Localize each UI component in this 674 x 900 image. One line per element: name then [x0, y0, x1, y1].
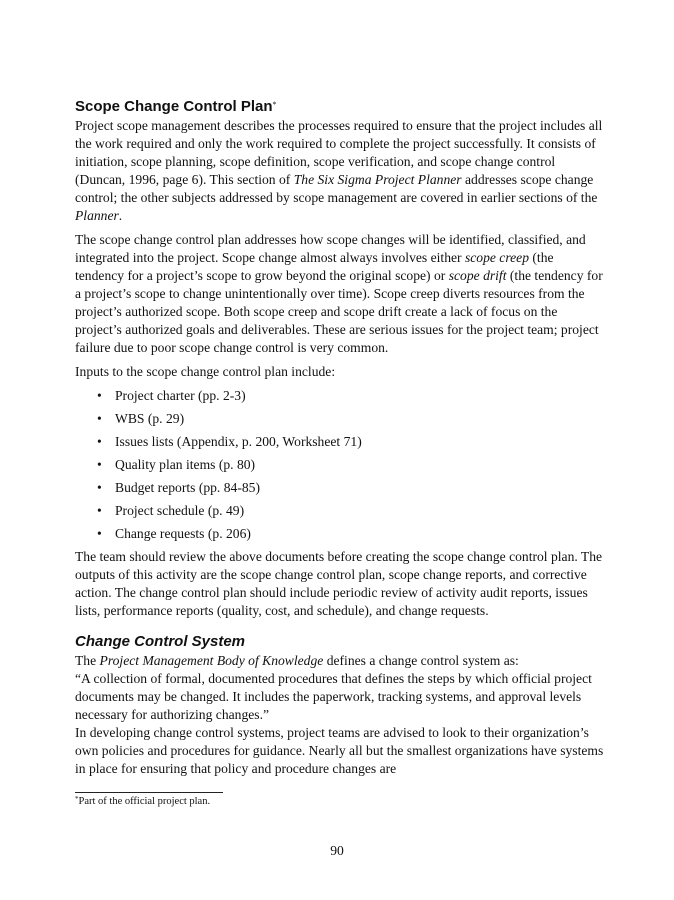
section-heading-text: Scope Change Control Plan — [75, 98, 273, 115]
book-title: The Six Sigma Project Planner — [293, 172, 462, 187]
footnote-divider — [75, 792, 223, 793]
list-item-text: WBS (p. 29) — [115, 411, 185, 426]
paragraph-scope-change-plan — [75, 231, 605, 357]
bullet-icon: • — [97, 480, 102, 495]
block-quote: “A collection of formal, documented procedures that defines the steps by which official project documents may be changed. It includes the paperwork, tracking systems, and approval levels necessary for authorizing changes.” — [75, 671, 592, 722]
paragraph-review: The team should review the above documents before creating the scope change control plan. The outputs of this activity are the scope change control plan, scope change reports, and corrective action. The change control plan should include periodic review of activity audit reports, issues lists, performance reports (quality, cost, and schedule), and change requests. — [75, 549, 603, 618]
text: Project scope management describes the processes required to ensure that the project includes all the work required and only the work required to complete the project successfully. It consists of initiation, scope planning, scope definition, scope verification, and scope change control (Duncan, 1996, page 6). This section of — [75, 118, 603, 187]
section-heading — [75, 97, 605, 117]
book-title: Planner — [75, 208, 119, 223]
list-item — [97, 410, 605, 428]
bullet-icon: • — [97, 388, 102, 403]
list-item — [97, 502, 605, 520]
footnote-marker: * — [75, 795, 79, 803]
list-item-text: Project charter (pp. 2-3) — [115, 388, 246, 403]
term-scope-creep: scope creep — [464, 250, 529, 265]
list-item — [97, 479, 605, 497]
text: defines a change control system as: — [323, 653, 519, 668]
text: addresses scope change control; the other subjects addressed by scope management are covered in earlier sections of the — [75, 172, 598, 205]
inputs-list — [75, 387, 605, 543]
text: . — [118, 208, 123, 223]
list-item — [97, 456, 605, 474]
list-item-text: Change requests (p. 206) — [115, 526, 251, 541]
text: The — [75, 653, 100, 668]
text: (the tendency for a project’s scope to change unintentionally over time). Scope creep diverts resources from the project’s authorized scope. Both scope creep and scope drift create a lack of focus on the project’s authorized goals and deliverables. These are serious issues for the project team; project failure due to poor scope change control is very common. — [75, 268, 603, 355]
paragraph-developing-systems: In developing change control systems, project teams are advised to look to their organization’s own policies and procedures for guidance. Nearly all but the smallest organizations have systems in place for ensuring that policy and procedure changes are — [75, 725, 604, 776]
page-number: 90 — [330, 843, 344, 858]
book-title: Project Management Body of Knowledge — [99, 653, 324, 668]
list-item-text: Budget reports (pp. 84-85) — [115, 480, 260, 495]
footnote — [75, 796, 210, 807]
list-item-text: Issues lists (Appendix, p. 200, Worksheet 71) — [115, 434, 362, 449]
list-item — [97, 433, 605, 451]
paragraph-scope-management — [75, 117, 605, 225]
list-item-text: Project schedule (p. 49) — [115, 503, 245, 518]
footnote-marker: * — [272, 100, 277, 109]
footnote-text: Part of the official project plan. — [78, 796, 211, 807]
bullet-icon: • — [97, 411, 102, 426]
bullet-icon: • — [97, 457, 102, 472]
bullet-icon: • — [97, 503, 102, 518]
page-body — [75, 97, 605, 778]
paragraph-inputs-intro: Inputs to the scope change control plan include: — [75, 364, 336, 379]
bullet-icon: • — [97, 526, 102, 541]
text: The scope change control plan addresses how scope changes will be identified, classified, and integrated into the project. Scope change almost always involves either — [75, 232, 586, 265]
list-item-text: Quality plan items (p. 80) — [115, 457, 256, 472]
text: (the tendency for a project’s scope to grow beyond the original scope) or — [75, 250, 554, 283]
term-scope-drift: scope drift — [448, 268, 507, 283]
subsection-heading: Change Control System — [75, 633, 246, 650]
bullet-icon: • — [97, 434, 102, 449]
list-item — [97, 525, 605, 543]
paragraph-pmbok — [75, 652, 605, 670]
list-item — [97, 387, 605, 405]
